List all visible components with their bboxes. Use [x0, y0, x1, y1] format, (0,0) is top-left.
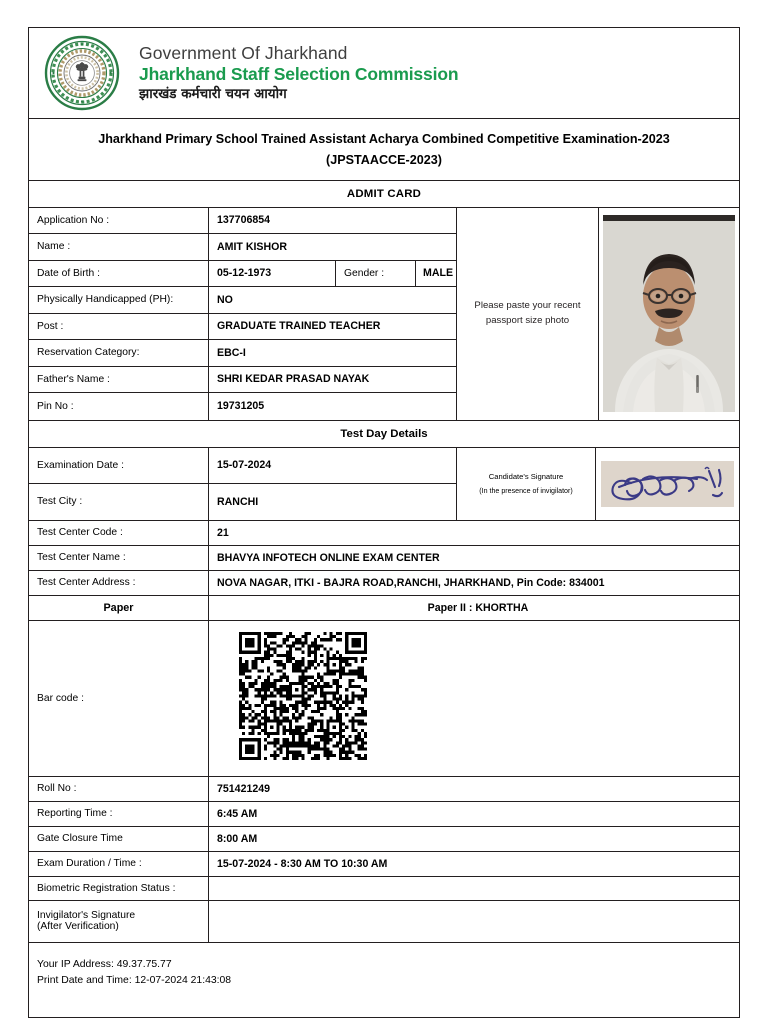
application-no-label: Application No : — [29, 208, 209, 234]
photo-instruction — [457, 208, 599, 420]
document-type-heading: ADMIT CARD — [29, 181, 739, 208]
table-row-reservation-category — [29, 340, 456, 367]
center-address-label: Test Center Address : — [29, 571, 209, 595]
exam-code: (JPSTAACCE-2023) — [326, 152, 442, 167]
pin-value: 19731205 — [217, 400, 265, 413]
admit-card-page — [28, 27, 740, 1018]
table-row-application-no — [29, 208, 456, 235]
candidate-details-table — [29, 208, 457, 420]
test-day-details-heading: Test Day Details — [29, 420, 739, 448]
reporting-time-label: Reporting Time : — [29, 802, 209, 826]
biometric-value — [209, 877, 739, 900]
roll-no-label: Roll No : — [29, 777, 209, 801]
gender-label: Gender : — [335, 261, 415, 287]
duration-value: 15-07-2024 - 8:30 AM TO 10:30 AM — [217, 857, 388, 870]
signature-caption-line1: Candidate's Signature — [488, 472, 564, 482]
table-row-paper — [29, 596, 739, 621]
commission-name: Jharkhand Staff Selection Commission — [139, 63, 459, 84]
invigilator-sign-label-line1: Invigilator's Signature — [37, 910, 136, 922]
candidate-photo — [603, 215, 735, 412]
print-datetime-line: Print Date and Time: 12-07-2024 21:43:08 — [37, 974, 232, 986]
ph-value: NO — [217, 293, 233, 306]
pin-label: Pin No : — [29, 393, 209, 420]
gender-value: MALE — [415, 261, 456, 287]
gate-closure-value: 8:00 AM — [217, 832, 258, 845]
signature-section — [457, 448, 739, 520]
reporting-time-value: 6:45 AM — [217, 807, 258, 820]
invigilator-sign-value — [209, 901, 739, 942]
table-row-center-code — [29, 520, 739, 546]
exam-title — [29, 119, 739, 181]
photo-instruction-line2: passport size photo — [485, 314, 570, 326]
photo-holder — [599, 208, 739, 420]
roll-no-value: 751421249 — [217, 782, 271, 795]
table-row-gate-closure-time — [29, 827, 739, 852]
table-row-fathers-name — [29, 367, 456, 394]
biometric-label: Biometric Registration Status : — [29, 877, 209, 900]
candidate-signature — [601, 461, 734, 507]
signature-caption — [457, 448, 596, 520]
photo-section — [457, 208, 739, 420]
page-footer — [29, 943, 739, 989]
application-no-value: 137706854 — [217, 214, 271, 227]
center-name-label: Test Center Name : — [29, 546, 209, 570]
exam-date-label: Examination Date : — [29, 448, 209, 483]
test-city-value: RANCHI — [217, 495, 259, 508]
name-value: AMIT KISHOR — [217, 240, 288, 253]
reservation-value: EBC-I — [217, 346, 246, 359]
table-row-pin-no — [29, 393, 456, 420]
center-code-label: Test Center Code : — [29, 521, 209, 545]
testday-signature-section — [29, 448, 739, 520]
table-row-center-name — [29, 546, 739, 571]
table-row-reporting-time — [29, 802, 739, 827]
post-value: GRADUATE TRAINED TEACHER — [217, 320, 381, 333]
exam-date-value: 15-07-2024 — [217, 459, 272, 472]
jharkhand-state-emblem-icon — [43, 34, 121, 112]
reservation-label: Reservation Category: — [29, 340, 209, 366]
candidate-photo-section — [29, 208, 739, 420]
table-row-invigilator-signature — [29, 901, 739, 943]
test-city-label: Test City : — [29, 484, 209, 520]
center-code-value: 21 — [217, 526, 229, 539]
dob-value: 05-12-1973 — [217, 267, 272, 280]
ip-address-line: Your IP Address: 49.37.75.77 — [37, 958, 172, 970]
table-row-exam-duration — [29, 852, 739, 877]
post-label: Post : — [29, 314, 209, 340]
father-label: Father's Name : — [29, 367, 209, 393]
signature-holder — [596, 448, 739, 520]
paper-label: Paper — [29, 596, 209, 620]
table-row-name — [29, 234, 456, 261]
page-header — [29, 28, 739, 119]
gate-closure-label: Gate Closure Time — [29, 827, 209, 851]
admit-card-qr-code — [239, 632, 367, 760]
center-name-value: BHAVYA INFOTECH ONLINE EXAM CENTER — [217, 551, 440, 564]
signature-caption-line2: (In the presence of invigilator) — [479, 487, 573, 496]
father-value: SHRI KEDAR PRASAD NAYAK — [217, 373, 370, 386]
commission-name-hindi: झारखंड कर्मचारी चयन आयोग — [139, 85, 287, 102]
table-row-dob-gender — [29, 261, 456, 288]
table-row-barcode — [29, 621, 739, 777]
exam-name: Jharkhand Primary School Trained Assistant Acharya Combined Competitive Examination-2023 — [98, 132, 670, 146]
table-row-post — [29, 314, 456, 341]
table-row-examination-date — [29, 448, 456, 484]
table-row-physically-handicapped — [29, 287, 456, 314]
ph-label: Physically Handicapped (PH): — [29, 287, 209, 313]
paper-value: Paper II : KHORTHA — [427, 601, 529, 614]
barcode-label: Bar code : — [29, 621, 209, 776]
table-row-roll-no — [29, 777, 739, 802]
dob-label: Date of Birth : — [29, 261, 209, 287]
center-address-value: NOVA NAGAR, ITKI - BAJRA ROAD,RANCHI, JHARKHAND, Pin Code: 834001 — [217, 576, 605, 589]
duration-label: Exam Duration / Time : — [29, 852, 209, 876]
name-label: Name : — [29, 234, 209, 260]
table-row-biometric-status — [29, 877, 739, 901]
test-day-left-table — [29, 448, 457, 520]
invigilator-sign-label-line2: (After Verification) — [37, 921, 119, 933]
invigilator-sign-label — [29, 901, 209, 942]
barcode-holder — [209, 621, 739, 776]
table-row-test-city — [29, 484, 456, 520]
table-row-center-address — [29, 571, 739, 596]
photo-instruction-line1: Please paste your recent — [474, 299, 581, 311]
government-name: Government Of Jharkhand — [139, 43, 348, 64]
